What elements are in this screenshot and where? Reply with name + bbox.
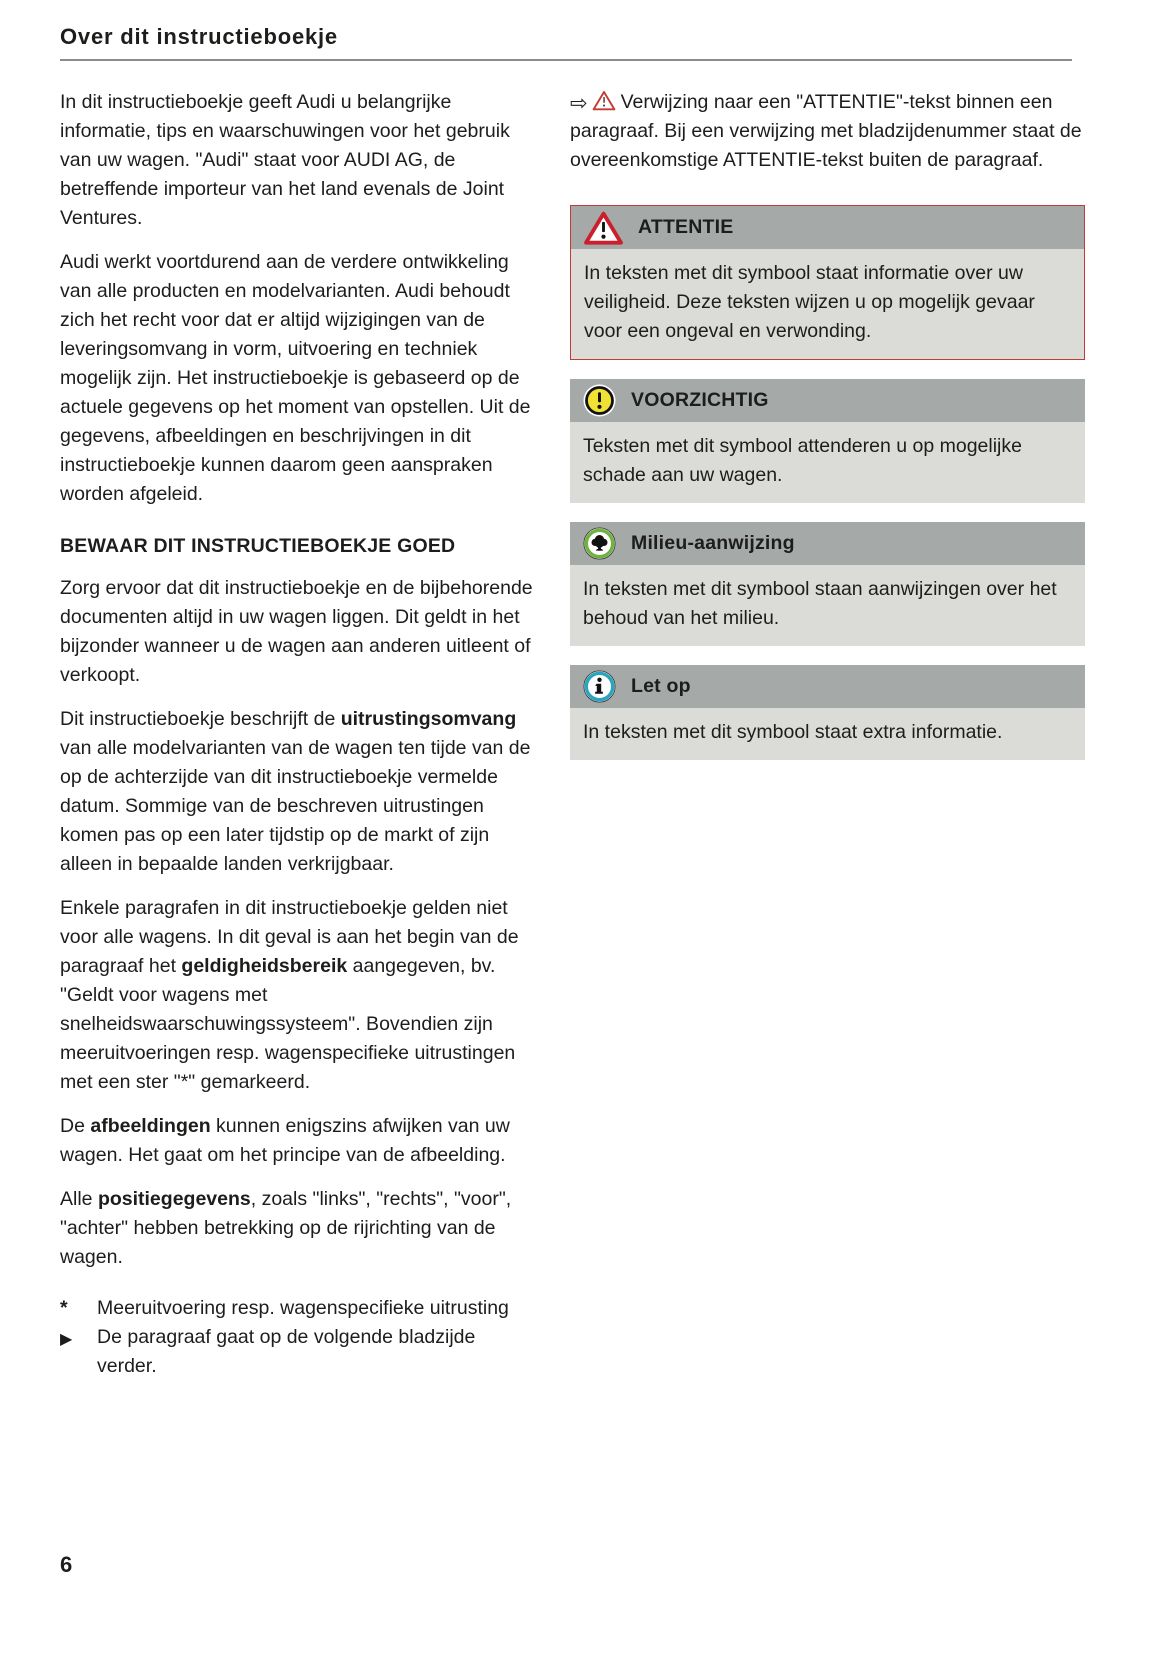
box-body: Teksten met dit symbool attenderen u op mogelijke schade aan uw wagen. bbox=[570, 422, 1085, 503]
page-title: Over dit instructieboekje bbox=[60, 24, 338, 49]
paragraph-development: Audi werkt voortdurend aan de verdere ontwikkeling van alle producten en modelvarianten. Audi behoudt zich het recht voor dat er altijd wijzigingen van de leveringsomvang in vorm, uitvoering en techniek mogelijk zijn. Het instructieboekje is gebaseerd op de actuele gegevens op het moment van opstellen. Uit de gegevens, afbeeldingen en beschrijvingen in dit instructieboekje kunnen daarom geen aanspraken worden afgeleid. bbox=[60, 251, 531, 505]
note-box-header bbox=[570, 665, 1085, 708]
caution-box-header bbox=[570, 379, 1085, 422]
triangle-marker-icon: ▶ bbox=[60, 1331, 73, 1348]
asterisk-marker: * bbox=[60, 1297, 68, 1319]
box-body: In teksten met dit symbool staat informatie over uw veiligheid. Deze teksten wijzen u op mogelijk gevaar voor een ongeval en verwonding. bbox=[571, 249, 1084, 359]
footnote-asterisk bbox=[60, 1294, 533, 1323]
attention-box bbox=[570, 205, 1085, 360]
box-title: VOORZICHTIG bbox=[631, 389, 769, 411]
paragraph-validity: Enkele paragrafen in dit instructieboekje gelden niet voor alle wagens. In dit geval is aan het begin van de paragraaf het geldigheidsbereik aangegeven, bv. "Geldt voor wagens met snelheidswaarschuwingssysteem". Bovendien zijn meeruitvoeringen resp. wagenspecifieke uitrustingen met een ster "*" gemarkeerd. bbox=[60, 897, 519, 1093]
box-title: Milieu-aanwijzing bbox=[631, 532, 795, 554]
reference-text: Verwijzing naar een "ATTENTIE"-tekst binnen een paragraaf. Bij een verwijzing met bladzijdenummer staat de overeenkomstige ATTENTIE-tekst buiten de paragraaf. bbox=[570, 91, 1082, 171]
footnote-list bbox=[60, 1294, 533, 1381]
note-box bbox=[570, 665, 1085, 760]
paragraph-positions: Alle positiegegevens, zoals "links", "rechts", "voor", "achter" hebben betrekking op de rijrichting van de wagen. bbox=[60, 1188, 512, 1268]
tree-circle-icon bbox=[583, 527, 616, 560]
warning-triangle-icon bbox=[584, 211, 623, 245]
right-column bbox=[570, 88, 1085, 1381]
box-title: Let op bbox=[631, 675, 691, 697]
paragraph-equipment-scope: Dit instructieboekje beschrijft de uitrustingsomvang van alle modelvarianten van de wagen ten tijde van de op de achterzijde van dit instructieboekje vermelde datum. Sommige van de beschreven uitrustingen komen pas op een later tijdstip op de markt of zijn alleen in bepaalde landen verkrijgbaar. bbox=[60, 708, 531, 875]
caution-box bbox=[570, 379, 1085, 503]
page-header bbox=[60, 24, 1072, 61]
box-title: ATTENTIE bbox=[638, 216, 734, 238]
exclamation-circle-icon bbox=[583, 384, 616, 417]
environment-box-header bbox=[570, 522, 1085, 565]
page-number: 6 bbox=[60, 1552, 73, 1577]
environment-box bbox=[570, 522, 1085, 646]
attention-box-header bbox=[571, 206, 1084, 249]
box-body: In teksten met dit symbool staat extra informatie. bbox=[570, 708, 1085, 760]
paragraph-illustrations: De afbeeldingen kunnen enigszins afwijken van uw wagen. Het gaat om het principe van de afbeelding. bbox=[60, 1115, 510, 1166]
footnote-text: De paragraaf gaat op de volgende bladzijde verder. bbox=[97, 1326, 476, 1377]
left-column bbox=[60, 88, 533, 1381]
warning-triangle-icon bbox=[592, 90, 616, 111]
footnote-text: Meeruitvoering resp. wagenspecifieke uitrusting bbox=[97, 1297, 509, 1319]
reference-arrow-icon: ⇨ bbox=[570, 92, 588, 115]
info-circle-icon bbox=[583, 670, 616, 703]
two-column-layout bbox=[60, 88, 1082, 1381]
subheading-keep-manual: BEWAAR DIT INSTRUCTIEBOEKJE GOED bbox=[60, 535, 456, 557]
paragraph-keep-in-car: Zorg ervoor dat dit instructieboekje en de bijbehorende documenten altijd in uw wagen liggen. Dit geldt in het bijzonder wanneer u de wagen aan anderen uitleent of verkoopt. bbox=[60, 577, 533, 686]
reference-paragraph bbox=[570, 88, 1085, 175]
footnote-continuation bbox=[60, 1323, 533, 1381]
box-body: In teksten met dit symbool staan aanwijzingen over het behoud van het milieu. bbox=[570, 565, 1085, 646]
paragraph-intro: In dit instructieboekje geeft Audi u belangrijke informatie, tips en waarschuwingen voor het gebruik van uw wagen. "Audi" staat voor AUDI AG, de betreffende importeur van het land evenals de Joint Ventures. bbox=[60, 91, 510, 229]
